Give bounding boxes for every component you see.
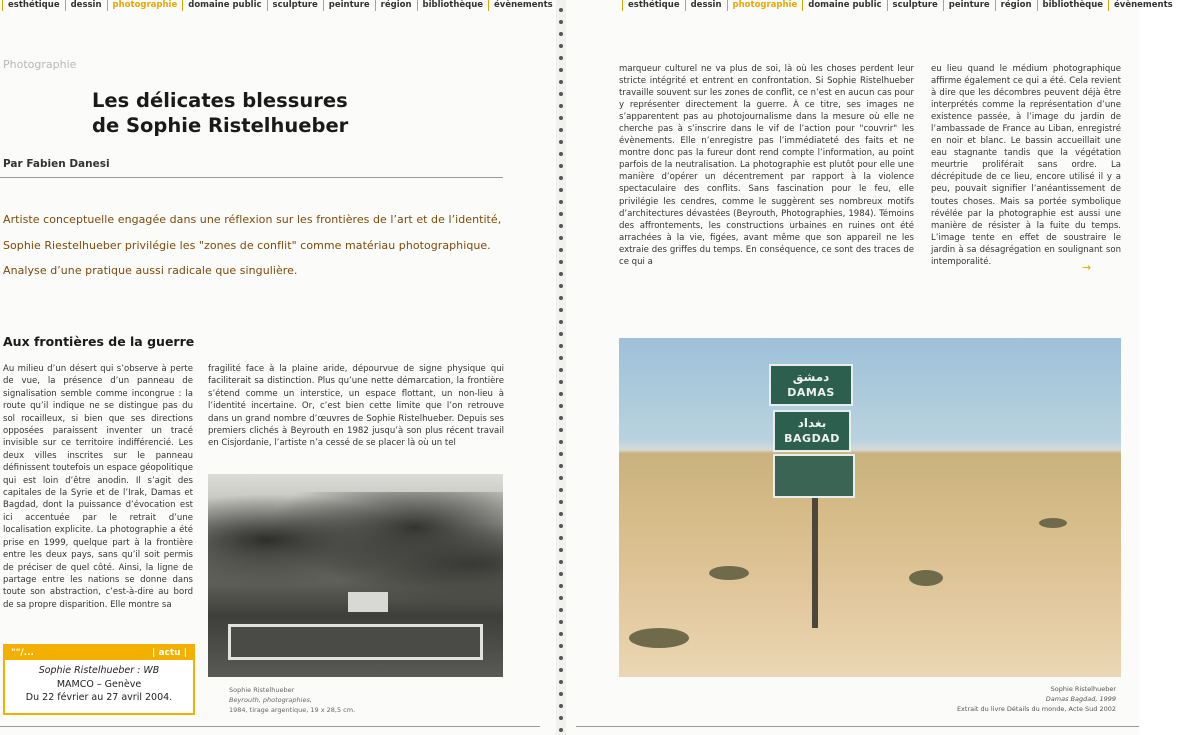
binding-coil (559, 320, 563, 324)
photo-shrub (709, 566, 749, 580)
binding-coil (559, 596, 563, 600)
nav-item-domaine-public[interactable]: domaine public (182, 0, 266, 11)
nav-item-dessin[interactable]: dessin (65, 0, 107, 11)
binding-coil (559, 704, 563, 708)
caption-left-artist: Sophie Ristelhueber (229, 686, 295, 694)
nav-item-region[interactable]: région (375, 0, 417, 11)
binding-coil (559, 212, 563, 216)
actu-details (5, 660, 193, 705)
body-column-3: marqueur culturel ne va plus de soi, là où les choses perdent leur stricte intégrité et entrent en confrontation. Si Sophie Ristelhueber travaille souvent sur les zones de conflit, ce n’est en aucun cas pour y représenter directement la guerre. À ce titre, ses images ne s’apparentent pas au photojournalisme dans la mesure où elle ne cherche pas à s’inscrire dans le vif de l’action pour "couvrir" les évènements. Elle n’enregistre pas l’immédiateté des faits et ne montre donc pas la fureur dont rend compte l’information, au point parfois de la neutralisation. La photographie est plutôt pour elle une manière d’opérer un décentrement par rapport à la violence spectaculaire des conflits. Sans fascination pour le feu, elle privilégie les cendres, comme le suggèrent ses nombreux motifs d’architectures dévastées (Beyrouth, Photographies, 1984). Témoins des affrontements, les constructions urbaines en ruines ont été arrachées à la vie, figées, avant même que son appareil ne les extraie des griffes du temps. En conséquence, ce sont des traces de ce qui a (619, 64, 914, 267)
binding-coil (559, 536, 563, 540)
nav-item-dessin[interactable]: dessin (685, 0, 727, 11)
caption-right-title: Damas Bagdad, 1999 (1045, 695, 1116, 703)
section-nav (2, 0, 562, 11)
binding-coil (559, 56, 563, 60)
binding-coil (559, 248, 563, 252)
nav-item-evenements[interactable]: évènements (1108, 0, 1178, 11)
header-rule (0, 177, 503, 178)
photo-caption-left (229, 685, 355, 715)
binding-coil (559, 32, 563, 36)
continue-arrow-icon[interactable]: → (1082, 261, 1092, 274)
actu-bar (5, 646, 193, 660)
footer-rule-left (0, 726, 540, 727)
sign-damas-arabic: دمشق (792, 370, 830, 384)
binding-coil (559, 260, 563, 264)
binding-coil (559, 104, 563, 108)
binding-coil (559, 404, 563, 408)
nav-item-evenements[interactable]: évènements (488, 0, 558, 11)
actu-dates: Du 22 février au 27 avril 2004. (25, 692, 173, 703)
caption-right-source: Extrait du livre Détails du monde, Acte Sud 2002 (956, 705, 1116, 713)
nav-item-domaine-public[interactable]: domaine public (802, 0, 886, 11)
sign-pole (812, 488, 818, 628)
actu-quote-mark: ""/... (11, 648, 34, 658)
photo-pool-basin (228, 624, 483, 660)
binding-coil (559, 80, 563, 84)
binding-coil (559, 296, 563, 300)
binding-coil (559, 128, 563, 132)
nav-item-bibliotheque[interactable]: bibliothèque (417, 0, 489, 11)
sign-damas-label: DAMAS (787, 386, 835, 399)
binding-coil (559, 140, 563, 144)
left-page (0, 0, 556, 735)
binding-coil (559, 308, 563, 312)
nav-item-esthetique[interactable]: esthétique (2, 0, 65, 11)
binding-coil (559, 560, 563, 564)
binding-coil (559, 152, 563, 156)
photo-pavilion (348, 592, 388, 612)
sign-damas (769, 364, 853, 406)
binding-coil (559, 716, 563, 720)
binding-coil (559, 572, 563, 576)
section-nav-right (622, 0, 1178, 11)
binding-coil (559, 284, 563, 288)
binding-coil (559, 68, 563, 72)
byline: Par Fabien Danesi (3, 158, 110, 170)
binding-coil (559, 176, 563, 180)
photo-shrub (1039, 518, 1067, 528)
binding-coil (559, 416, 563, 420)
binding-coil (559, 452, 563, 456)
binding-coil (559, 20, 563, 24)
binding-coil (559, 344, 563, 348)
caption-left-details: 1984, tirage argentique, 19 x 28,5 cm. (229, 706, 356, 714)
photo-shrub (629, 628, 689, 648)
binding-coil (559, 200, 563, 204)
binding-coil (559, 428, 563, 432)
photo-shrub (909, 570, 943, 586)
actu-box (3, 644, 195, 715)
lede-line-1: Artiste conceptuelle engagée dans une réflexion sur les frontières de l’art et de l’identité, (3, 213, 502, 226)
binding-coil (559, 644, 563, 648)
binding-coil (559, 620, 563, 624)
binding-coil (559, 368, 563, 372)
binding-coil (559, 524, 563, 528)
binding-coil (559, 380, 563, 384)
sign-bagdad-label: BAGDAD (784, 432, 840, 445)
nav-item-region[interactable]: région (995, 0, 1037, 11)
binding-coil (559, 488, 563, 492)
nav-item-esthetique[interactable]: esthétique (622, 0, 685, 11)
title-line-2: de Sophie Ristelhueber (92, 114, 349, 137)
binding-coil (559, 44, 563, 48)
photo-garden-pool (208, 474, 503, 677)
binding-coil (559, 668, 563, 672)
nav-item-photographie[interactable]: photographie (727, 0, 803, 11)
lede-line-2: Sophie Riestelhueber privilégie les "zones de conflit" comme matériau photographique. (3, 238, 491, 252)
binding-coil (559, 116, 563, 120)
actu-venue: MAMCO – Genève (56, 678, 142, 690)
nav-item-peinture[interactable]: peinture (943, 0, 995, 11)
caption-left-title: Beyrouth, photographies, (229, 696, 312, 704)
nav-item-bibliotheque[interactable]: bibliothèque (1037, 0, 1109, 11)
binding-coil (559, 236, 563, 240)
binding-coil (559, 476, 563, 480)
nav-item-sculpture[interactable]: sculpture (887, 0, 943, 11)
binding-coil (559, 92, 563, 96)
caption-right-artist: Sophie Ristelhueber (1050, 685, 1116, 693)
actu-exhibition: Sophie Ristelhueber : WB (38, 665, 160, 676)
body-column-2: fragilité face à la plaine aride, dépourvue de signe physique qui faciliterait sa distinction. Plus qu’une nette démarcation, la frontière s’étend comme un interstice, un espace flottant, un non-lieu à l’identité incertaine. Or, c’est bien cette limite que l’on retrouve dans un grand nombre d’œuvres de Sophie Ristelhueber. Depuis ses premiers clichés à Beyrouth en 1982 jusqu’à son plus récent travail en Cisjordanie, l’artiste n’a cessé de se placer là où un tel (208, 364, 504, 449)
binding-coil (559, 392, 563, 396)
binding-coil (559, 632, 563, 636)
sign-bagdad (773, 410, 851, 452)
lede (3, 207, 513, 284)
nav-item-peinture[interactable]: peinture (323, 0, 375, 11)
binding-coil (559, 608, 563, 612)
binding-coil (559, 440, 563, 444)
binding-coil (559, 188, 563, 192)
binding-coil (559, 464, 563, 468)
nav-item-photographie[interactable]: photographie (107, 0, 183, 11)
section-label: Photographie (3, 58, 77, 71)
binding-coil (559, 356, 563, 360)
binding-coil (559, 656, 563, 660)
binding-coil (559, 8, 563, 12)
actu-label: | actu | (152, 648, 187, 658)
photo-caption-right (946, 684, 1116, 714)
subheading: Aux frontières de la guerre (3, 334, 195, 349)
binding-coil (559, 224, 563, 228)
binding-coil (559, 728, 563, 732)
binding-coil (559, 584, 563, 588)
right-page (566, 0, 1173, 735)
binding-coil (559, 548, 563, 552)
binding-spine (556, 0, 566, 735)
photo-damas-bagdad (619, 338, 1121, 677)
binding-coil (559, 692, 563, 696)
sign-bagdad-arabic: بغداد (797, 416, 827, 430)
binding-coil (559, 500, 563, 504)
binding-coil (559, 512, 563, 516)
article-title (92, 88, 348, 138)
binding-coil (559, 272, 563, 276)
lede-line-3: Analyse d’une pratique aussi radicale que singulière. (3, 264, 298, 277)
sign-blank (773, 454, 855, 498)
nav-item-sculpture[interactable]: sculpture (267, 0, 323, 11)
title-line-1: Les délicates blessures (92, 89, 348, 112)
footer-rule-right (576, 726, 1139, 727)
body-column-1: Au milieu d’un désert qui s’observe à perte de vue, la présence d’un panneau de signalisation semble comme incongrue : la route qu’il indique ne se distingue pas du sol rocailleux, si bien que ses directions opposées paraissent inventer un tracé invisible sur ce territoire indifférencié. Les deux villes inscrites sur le panneau définissent toutefois un espace géopolitique qui est loin d’être anodin. Il s’agit des capitales de la Syrie et de l’Irak, Damas et Bagdad, dont la puissance d’évocation est ici accentuée par le retrait d’une localisation explicite. La photographie a été prise en 1999, quelque part à la frontière entre les deux pays, sans qu’il soit permis de préciser de quel côté. Ainsi, la ligne de partage entre les nations se donne dans toute son abstraction, c’est-à-dire au bord de sa propre disparition. Elle montre sa (3, 364, 193, 610)
binding-coil (559, 164, 563, 168)
binding-coil (559, 680, 563, 684)
body-column-4: eu lieu quand le médium photographique affirme également ce qui a été. Cela revient à dire que les décombres peuvent déjà être interprétés comme la représentation d’une existence passée, à l’image du jardin de l’ambassade de France au Liban, enregistré en noir et blanc. Le bassin accueillait une eau stagnante tandis que la végétation meurtrie proliférait sans ordre. La décrépitude de ce lieu, encore utilisé il y a peu, pouvait signifier l’anéantissement de toutes choses. Mais sa portée symbolique révélée par la photographie est aussi une manière de résister à la fuite du temps. L’image tente en effet de soustraire le jardin à sa désagrégation en soulignant son intemporalité. (931, 64, 1121, 267)
binding-coil (559, 332, 563, 336)
